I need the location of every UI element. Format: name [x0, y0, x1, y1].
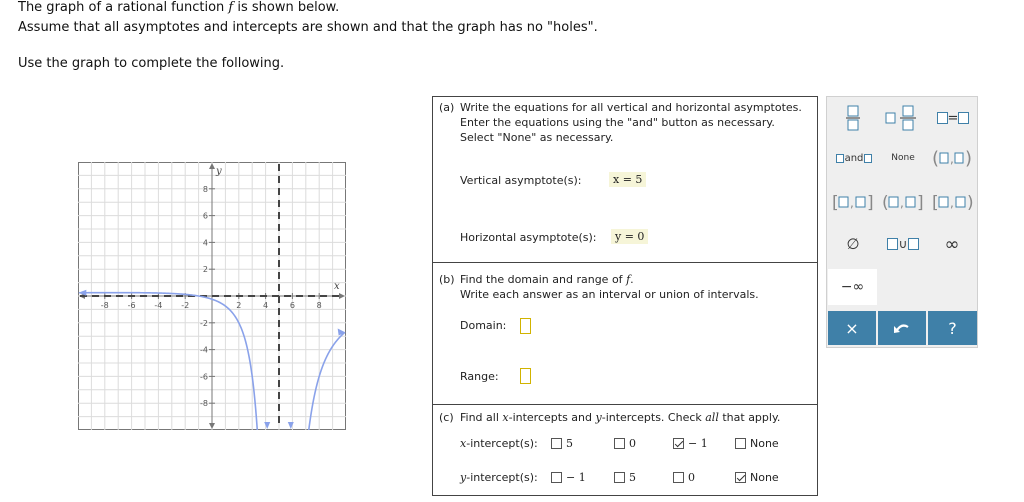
- x-tick-label: -8: [100, 301, 109, 310]
- placeholder-square-icon: [864, 154, 872, 163]
- domain-input[interactable]: [520, 318, 531, 334]
- placeholder-square-icon: [908, 238, 919, 250]
- svg-text:): ): [965, 148, 973, 169]
- x-tick-label: 2: [236, 301, 242, 310]
- svg-text:(: (: [932, 148, 940, 169]
- mixed-number-icon: [882, 105, 922, 131]
- union-button[interactable]: ∪: [879, 231, 927, 257]
- range-input[interactable]: [520, 368, 531, 384]
- closed-interval-button[interactable]: [829, 189, 877, 215]
- domain-label: Domain:: [460, 319, 507, 332]
- x-tick-label: -4: [154, 301, 163, 310]
- checkbox-icon[interactable]: [551, 472, 562, 483]
- checkbox-checked-icon[interactable]: [735, 472, 746, 483]
- x-intercept-option-0[interactable]: 0: [614, 437, 636, 450]
- half-open-right-interval-button[interactable]: [879, 189, 927, 215]
- y-intercept-option-0[interactable]: 0: [673, 471, 695, 484]
- part-a-instruction-2: Enter the equations using the "and" button as necessary.: [460, 116, 775, 129]
- undo-button[interactable]: [878, 311, 926, 345]
- none-button[interactable]: None: [891, 153, 915, 163]
- y-tick-label: 8: [202, 184, 208, 194]
- empty-set-button[interactable]: ∅: [846, 235, 860, 253]
- y-tick-label: -8: [200, 399, 208, 409]
- svg-text:,: ,: [850, 196, 854, 210]
- svg-text:): ): [967, 193, 974, 213]
- help-button[interactable]: ?: [928, 311, 977, 345]
- half-open-right-interval-icon: [881, 191, 925, 213]
- checkbox-icon[interactable]: [551, 438, 562, 449]
- range-label: Range:: [460, 370, 499, 383]
- placeholder-square-icon: [836, 154, 844, 163]
- placeholder-square-icon: [887, 238, 898, 250]
- open-interval-icon: [931, 147, 973, 169]
- x-tick-label: 8: [316, 301, 322, 310]
- x-tick-label: 4: [263, 301, 269, 310]
- x-intercept-label: x-intercept(s):: [460, 437, 538, 450]
- half-open-left-interval-button[interactable]: [929, 189, 977, 215]
- undo-icon: [893, 321, 911, 335]
- y-axis-label: y: [216, 166, 222, 177]
- intro-line-3: Use the graph to complete the following.: [18, 56, 285, 71]
- y-tick-label: 6: [202, 211, 208, 221]
- x-intercept-option-5[interactable]: 5: [551, 437, 573, 450]
- and-button[interactable]: and: [831, 145, 877, 171]
- y-tick-label: -2: [200, 318, 208, 328]
- fraction-button[interactable]: [835, 101, 871, 135]
- fraction-icon: [845, 105, 861, 131]
- part-b-section: [433, 263, 817, 405]
- x-tick-label: -6: [127, 301, 136, 310]
- part-a-instruction-1: Write the equations for all vertical and horizontal asymptotes.: [460, 101, 802, 114]
- part-c-label: (c): [439, 411, 454, 424]
- function-graph: [78, 162, 346, 430]
- svg-text:,: ,: [950, 152, 954, 166]
- part-a-section: [433, 97, 817, 263]
- svg-text:,: ,: [900, 196, 904, 210]
- checkbox-checked-icon[interactable]: [673, 438, 684, 449]
- y-intercept-option-neg-1[interactable]: − 1: [551, 471, 586, 484]
- question-panel: [432, 96, 818, 496]
- checkbox-icon[interactable]: [614, 472, 625, 483]
- y-tick-label: 2: [202, 265, 208, 275]
- horizontal-asymptote-label: Horizontal asymptote(s):: [460, 231, 597, 244]
- x-intercept-option-neg-1[interactable]: − 1: [673, 437, 708, 450]
- math-palette: [826, 96, 978, 348]
- svg-text:[: [: [932, 193, 939, 213]
- svg-text:[: [: [832, 193, 839, 213]
- part-b-instruction-1: Find the domain and range of f.: [460, 273, 634, 286]
- negative-infinity-button[interactable]: −∞: [828, 269, 877, 305]
- mixed-number-button[interactable]: [879, 101, 925, 135]
- checkbox-icon[interactable]: [735, 438, 746, 449]
- y-tick-label: 4: [202, 238, 208, 248]
- placeholder-square-icon: [937, 112, 948, 124]
- half-open-left-interval-icon: [931, 191, 975, 213]
- part-b-label: (b): [439, 273, 455, 286]
- vertical-asymptote-answer[interactable]: x = 5: [609, 172, 646, 187]
- svg-text:,: ,: [950, 196, 954, 210]
- x-intercept-option-none[interactable]: None: [735, 437, 779, 450]
- part-a-instruction-3: Select "None" as necessary.: [460, 131, 614, 144]
- svg-text:(: (: [882, 193, 889, 213]
- x-tick-label: -2: [181, 301, 190, 310]
- x-tick-label: 6: [289, 301, 295, 310]
- infinity-button[interactable]: ∞: [944, 233, 960, 255]
- y-intercept-option-none[interactable]: None: [735, 471, 779, 484]
- part-c-section: [433, 405, 817, 497]
- y-tick-label: -4: [200, 345, 208, 355]
- equation-button[interactable]: =: [931, 101, 975, 135]
- y-intercept-option-5[interactable]: 5: [614, 471, 636, 484]
- part-c-instruction: Find all x-intercepts and y-intercepts. Check all that apply.: [460, 411, 781, 424]
- y-intercept-label: y-intercept(s):: [460, 471, 538, 484]
- checkbox-icon[interactable]: [614, 438, 625, 449]
- closed-interval-icon: [831, 191, 875, 213]
- intro-line-2: Assume that all asymptotes and intercepts are shown and that the graph has no "holes".: [18, 20, 598, 35]
- svg-text:]: ]: [917, 193, 924, 213]
- part-b-instruction-2: Write each answer as an interval or union of intervals.: [460, 288, 759, 301]
- part-a-label: (a): [439, 101, 455, 114]
- checkbox-icon[interactable]: [673, 472, 684, 483]
- clear-button[interactable]: ×: [828, 311, 876, 345]
- svg-text:]: ]: [867, 193, 874, 213]
- y-tick-label: -6: [200, 372, 208, 382]
- horizontal-asymptote-answer[interactable]: y = 0: [611, 229, 648, 244]
- vertical-asymptote-label: Vertical asymptote(s):: [460, 174, 582, 187]
- placeholder-square-icon: [958, 112, 969, 124]
- open-interval-button[interactable]: [929, 145, 975, 171]
- x-axis-label: x: [334, 281, 340, 292]
- intro-line-1: The graph of a rational function f is shown below.: [18, 0, 340, 15]
